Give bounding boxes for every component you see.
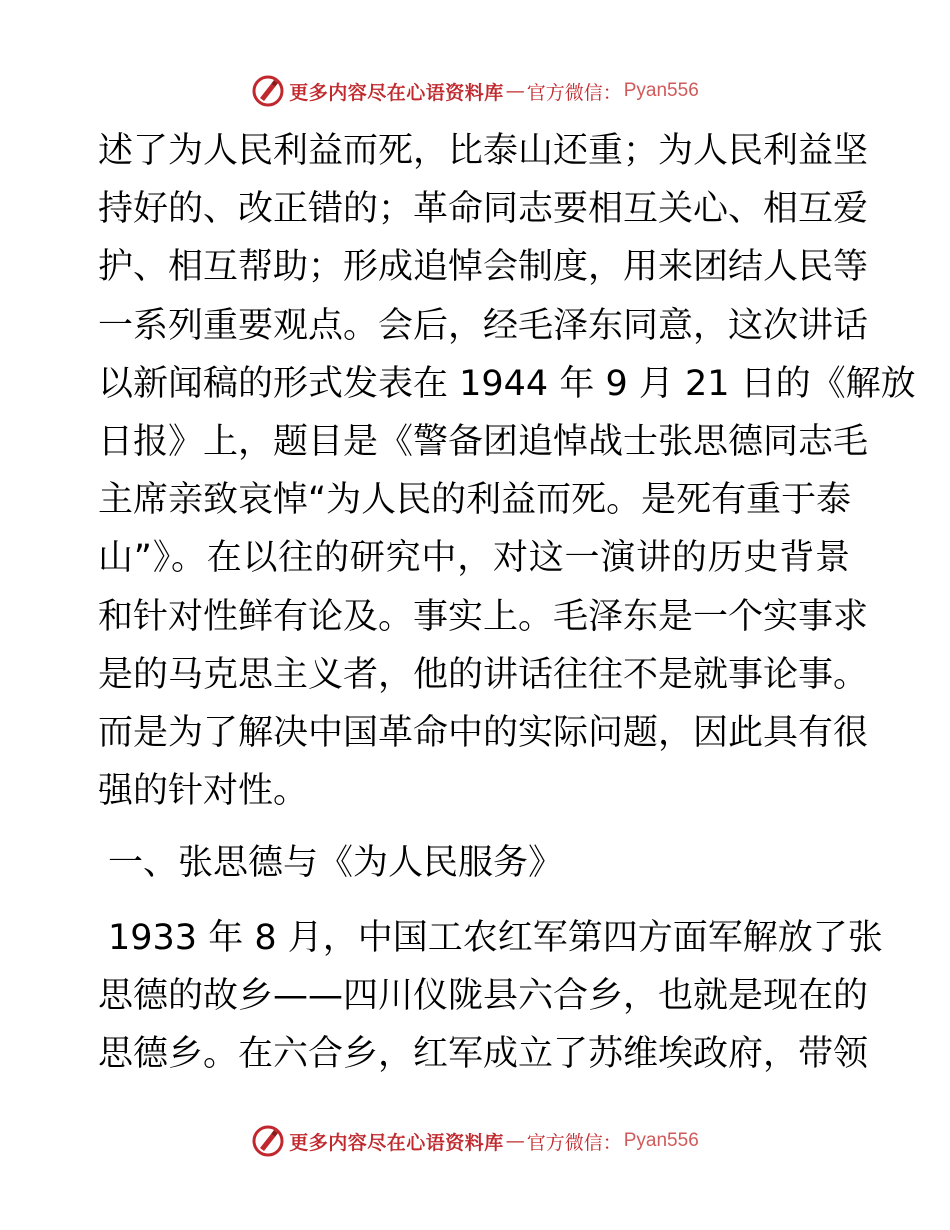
footer-watermark [0, 1121, 950, 1161]
text-line: 而是为了解决中国革命中的实际问题，因此具有很 [98, 712, 869, 753]
watermark-wechat-id: Pyan556 [623, 1130, 699, 1151]
watermark-separator: — [505, 80, 525, 102]
brand-logo-icon [251, 74, 285, 108]
watermark-brand: 更多内容尽在心语资料库 [289, 1131, 504, 1154]
text-line: 述了为人民利益而死，比泰山还重；为人民利益坚 [98, 131, 869, 171]
brand-logo-icon [251, 1124, 285, 1158]
text-line: 强的针对性。 [98, 771, 309, 812]
text-line: 以新闻稿的形式发表在 1944 年 9 月 21 日的《解放 [98, 363, 916, 404]
text-line: 一系列重要观点。会后，经毛泽东同意，这次讲话 [98, 305, 869, 346]
text-line: 持好的、改正错的；革命同志要相互关心、相互爱 [98, 189, 869, 230]
body-paragraph-1 [98, 122, 916, 820]
text-line: 思德的故乡——四川仪陇县六合乡，也就是现在的 [98, 976, 869, 1017]
text-line: 1933 年 8 月，中国工农红军第四方面军解放了张 [108, 918, 883, 958]
watermark-official-label: 官方微信： [526, 1131, 622, 1154]
watermark-wechat-id: Pyan556 [623, 80, 699, 101]
text-line: 主席亲致哀悼“为人民的利益而死。是死有重于泰 [98, 480, 852, 521]
text-line: 日报》上，题目是《警备团追悼战士张思德同志毛 [98, 421, 869, 462]
text-line: 是的马克思主义者，他的讲话往往不是就事论事。 [98, 654, 869, 695]
header-watermark [0, 71, 950, 111]
watermark-brand: 更多内容尽在心语资料库 [289, 81, 504, 104]
body-paragraph-2 [98, 909, 883, 1084]
section-heading: 一、张思德与《为人民服务》 [108, 843, 564, 883]
watermark-separator: — [505, 1130, 525, 1152]
text-line: 护、相互帮助；形成追悼会制度，用来团结人民等 [98, 247, 869, 288]
text-line: 思德乡。在六合乡，红军成立了苏维埃政府，带领 [98, 1034, 869, 1075]
text-line: 和针对性鲜有论及。事实上。毛泽东是一个实事求 [98, 596, 869, 637]
watermark-official-label: 官方微信： [526, 81, 622, 104]
text-line: 山”》。在以往的研究中，对这一演讲的历史背景 [98, 538, 850, 579]
